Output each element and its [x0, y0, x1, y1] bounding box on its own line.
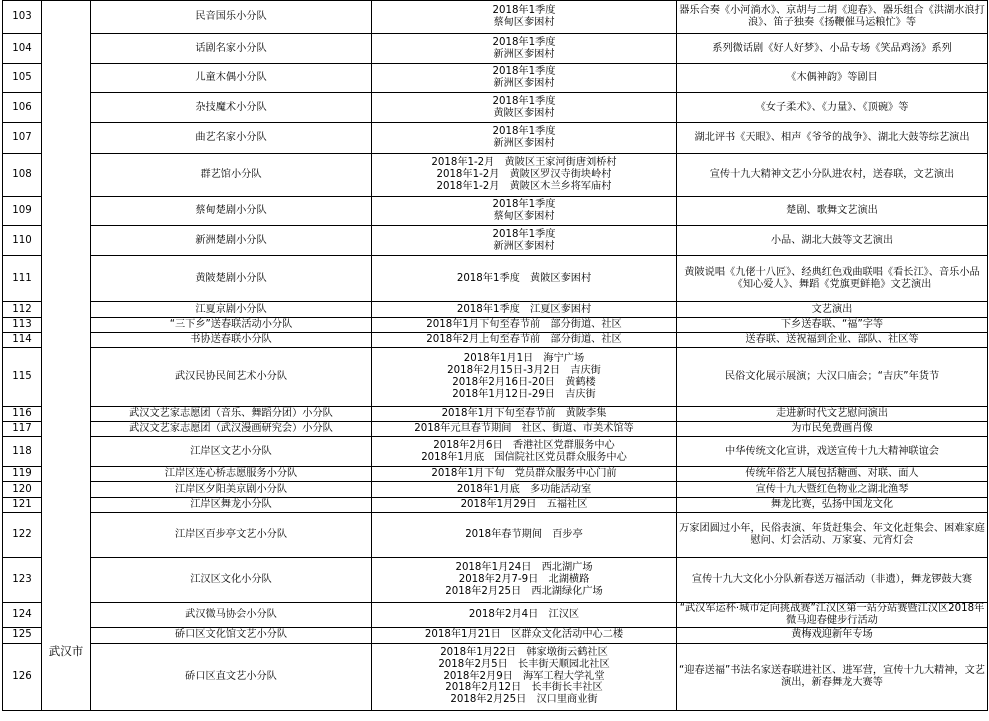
activity-content: 走进新时代文艺慰问演出: [677, 407, 988, 422]
row-number: 105: [3, 64, 42, 93]
row-number: 109: [3, 197, 42, 226]
time-location: 2018年1月下旬 党员群众服务中心门前: [372, 467, 677, 482]
team-name: 武汉民协民间艺术小分队: [91, 348, 372, 407]
row-number: 117: [3, 422, 42, 437]
activity-content: 《木偶神韵》等剧目: [677, 64, 988, 93]
time-location: 2018年2月4日 江汉区: [372, 603, 677, 628]
team-name: 武汉微马协会小分队: [91, 603, 372, 628]
table-row: [3, 348, 988, 407]
team-name: 杂技魔术小分队: [91, 93, 372, 123]
activity-content: 文艺演出: [677, 302, 988, 318]
team-name: 儿童木偶小分队: [91, 64, 372, 93]
row-number: 107: [3, 123, 42, 154]
time-location: 2018年2月上旬至春节前 部分街道、社区: [372, 333, 677, 348]
row-number: 121: [3, 498, 42, 513]
activity-content: 宣传十九大文化小分队新春送万福活动（非遗），舞龙锣鼓大赛: [677, 558, 988, 603]
row-number: 115: [3, 348, 42, 407]
team-name: 书协送春联小分队: [91, 333, 372, 348]
team-name: 武汉文艺家志愿团（武汉漫画研究会）小分队: [91, 422, 372, 437]
row-number: 110: [3, 226, 42, 256]
activity-content: 黄陂说唱《九佬十八匠》、经典红色戏曲联唱《看长江》、音乐小品《知心爱人》、舞蹈《党旗更鲜艳》文艺演出: [677, 256, 988, 302]
time-location: 2018年1季度 新洲区奓困村: [372, 64, 677, 93]
row-number: 112: [3, 302, 42, 318]
activity-content: 小品、湖北大鼓等文艺演出: [677, 226, 988, 256]
time-location: 2018年1月底 多功能活动室: [372, 482, 677, 498]
table-row: [3, 123, 988, 154]
time-location: 2018年1季度 黄陂区奓困村: [372, 93, 677, 123]
team-name: 新洲楚剧小分队: [91, 226, 372, 256]
team-name: 武汉文艺家志愿团（音乐、舞蹈分团）小分队: [91, 407, 372, 422]
table-row: [3, 197, 988, 226]
row-number: 124: [3, 603, 42, 628]
activity-content: 系列微话剧《好人好梦》、小品专场《笑品鸡汤》系列: [677, 34, 988, 64]
time-location: 2018年1月24日 西北湖广场 2018年2月7-9日 北湖横路 2018年2月25日 西北湖绿化广场: [372, 558, 677, 603]
activity-content: 楚剧、歌舞文艺演出: [677, 197, 988, 226]
activity-content: 为市民免费画肖像: [677, 422, 988, 437]
time-location: 2018年1月22日 韩家墩街云鹤社区 2018年2月5日 长丰街天顺园北社区 2018年2月9日 海军工程大学礼堂 2018年2月12日 长丰街长丰社区 2018年2月25日 汉口里商业街: [372, 643, 677, 710]
table-row: [3, 407, 988, 422]
time-location: 2018年1月下旬至春节前 部分街道、社区: [372, 318, 677, 333]
time-location: 2018年1季度 黄陂区奓困村: [372, 256, 677, 302]
table-row: [3, 318, 988, 333]
row-number: 114: [3, 333, 42, 348]
time-location: 2018年1月21日 区群众文化活动中心二楼: [372, 627, 677, 643]
row-number: 103: [3, 1, 42, 34]
table-row: [3, 482, 988, 498]
team-name: 蔡甸楚剧小分队: [91, 197, 372, 226]
activity-content: 器乐合奏《小河淌水》、京胡与二胡《迎春》、器乐组合《洪湖水浪打浪》、笛子独奏《扬鞭催马运粮忙》等: [677, 1, 988, 34]
activity-content: 万家团圆过小年，民俗表演、年货赶集会、年文化赶集会、困难家庭慰问、灯会活动、万家宴、元宵灯会: [677, 513, 988, 558]
team-name: 群艺馆小分队: [91, 154, 372, 197]
activity-content: 黄梅戏迎新年专场: [677, 627, 988, 643]
activity-content: 宣传十九大精神文艺小分队进农村，送春联，文艺演出: [677, 154, 988, 197]
time-location: 2018年1-2月 黄陂区王家河街唐刘桥村 2018年1-2月 黄陂区罗汉寺街块岭村 2018年1-2月 黄陂区木兰乡将军庙村: [372, 154, 677, 197]
activity-content: 中华传统文化宣讲，戏送宣传十九大精神联谊会: [677, 437, 988, 467]
row-number: 104: [3, 34, 42, 64]
time-location: 2018年1季度 蔡甸区奓困村: [372, 1, 677, 34]
team-name: 江夏京剧小分队: [91, 302, 372, 318]
activity-content: 下乡送春联、“福”字等: [677, 318, 988, 333]
team-name: 江岸区文艺小分队: [91, 437, 372, 467]
table-row: [3, 93, 988, 123]
time-location: 2018年1季度 新洲区奓困村: [372, 226, 677, 256]
activity-content: 民俗文化展示展演；大汉口庙会；“吉庆”年货节: [677, 348, 988, 407]
table-row: [3, 34, 988, 64]
row-number: 106: [3, 93, 42, 123]
team-name: 硚口区直文艺小分队: [91, 643, 372, 710]
table-row: [3, 603, 988, 628]
row-number: 119: [3, 467, 42, 482]
table-row: [3, 558, 988, 603]
activity-content: “武汉军运杯·城市定向挑战赛”江汉区第一站分站赛暨江汉区2018年微马迎春健步行活动: [677, 603, 988, 628]
table-row: [3, 422, 988, 437]
row-number: 108: [3, 154, 42, 197]
team-name: 黄陂楚剧小分队: [91, 256, 372, 302]
team-name: 曲艺名家小分队: [91, 123, 372, 154]
time-location: 2018年春节期间 百步亭: [372, 513, 677, 558]
row-number: 116: [3, 407, 42, 422]
activity-content: 舞龙比赛，弘扬中国龙文化: [677, 498, 988, 513]
program-table: [2, 0, 988, 711]
city-cell: 武汉市: [42, 1, 91, 711]
activity-content: 传统年俗艺人展包括糖画、对联、面人: [677, 467, 988, 482]
table-row: [3, 643, 988, 710]
activity-content: 湖北评书《天眼》、相声《爷爷的战争》、湖北大鼓等综艺演出: [677, 123, 988, 154]
table-row: [3, 513, 988, 558]
team-name: 江岸区连心桥志愿服务小分队: [91, 467, 372, 482]
table-row: [3, 333, 988, 348]
table-row: [3, 226, 988, 256]
activity-content: “迎春送福”书法名家送春联进社区、进军营，宣传十九大精神，文艺演出，新春舞龙大赛等: [677, 643, 988, 710]
table-row: [3, 64, 988, 93]
team-name: 民音国乐小分队: [91, 1, 372, 34]
row-number: 125: [3, 627, 42, 643]
row-number: 113: [3, 318, 42, 333]
time-location: 2018年元旦春节期间 社区、街道、市美术馆等: [372, 422, 677, 437]
time-location: 2018年1季度 新洲区奓困村: [372, 123, 677, 154]
activity-content: 《女子柔术》、《力量》、《顶碗》等: [677, 93, 988, 123]
team-name: 江岸区夕阳美京剧小分队: [91, 482, 372, 498]
time-location: 2018年1季度 蔡甸区奓困村: [372, 197, 677, 226]
activity-content: 送春联、送祝福到企业、部队、社区等: [677, 333, 988, 348]
table-row: [3, 437, 988, 467]
activity-content: 宣传十九大暨红色物业之湖北渔琴: [677, 482, 988, 498]
row-number: 120: [3, 482, 42, 498]
team-name: 江岸区百步亭文艺小分队: [91, 513, 372, 558]
row-number: 123: [3, 558, 42, 603]
row-number: 118: [3, 437, 42, 467]
team-name: 硚口区文化馆文艺小分队: [91, 627, 372, 643]
table-row: [3, 467, 988, 482]
table-row: [3, 498, 988, 513]
team-name: 江汉区文化小分队: [91, 558, 372, 603]
time-location: 2018年1月1日 海宁广场 2018年2月15日-3月2日 吉庆街 2018年2月16日-20日 黄鹤楼 2018年1月12日-29日 吉庆街: [372, 348, 677, 407]
team-name: 江岸区舞龙小分队: [91, 498, 372, 513]
table-row: [3, 302, 988, 318]
table-row: [3, 154, 988, 197]
row-number: 122: [3, 513, 42, 558]
table-row: [3, 627, 988, 643]
row-number: 126: [3, 643, 42, 710]
table-row: [3, 1, 988, 34]
team-name: “三下乡”送春联活动小分队: [91, 318, 372, 333]
row-number: 111: [3, 256, 42, 302]
table-body: [3, 1, 988, 711]
time-location: 2018年1季度 新洲区奓困村: [372, 34, 677, 64]
time-location: 2018年1月下旬至春节前 黄陂李集: [372, 407, 677, 422]
time-location: 2018年1月29日 五福社区: [372, 498, 677, 513]
table-row: [3, 256, 988, 302]
time-location: 2018年1季度 江夏区奓困村: [372, 302, 677, 318]
team-name: 话剧名家小分队: [91, 34, 372, 64]
time-location: 2018年2月6日 香港社区党群服务中心 2018年1月底 国信院社区党员群众服务中心: [372, 437, 677, 467]
